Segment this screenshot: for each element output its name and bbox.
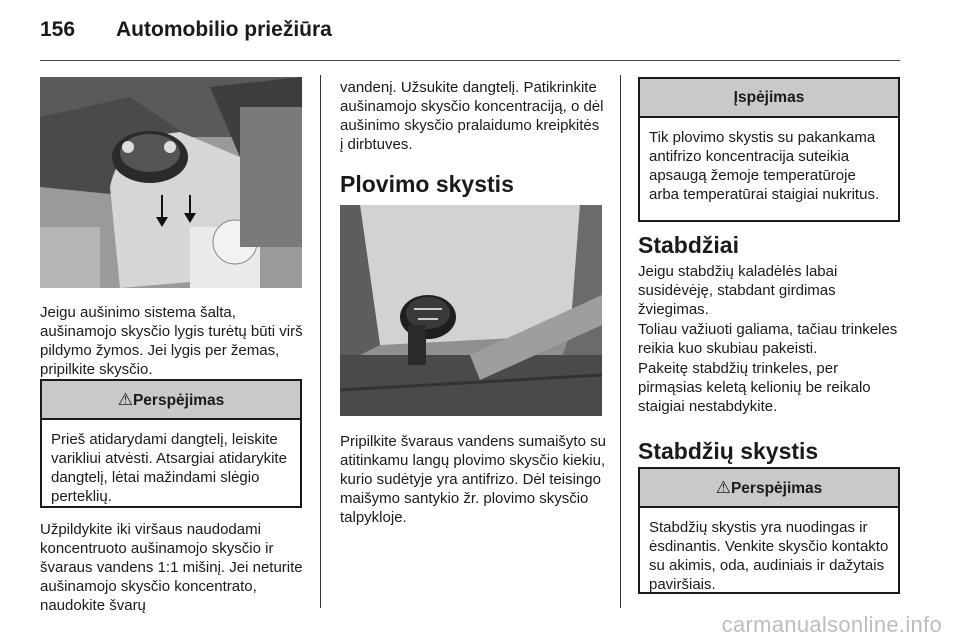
warning-triangle-icon: ⚠ — [715, 478, 731, 497]
warning-triangle-icon: ⚠ — [117, 390, 133, 409]
page-title: Automobilio priežiūra — [116, 18, 332, 41]
brakes-paragraph-3: Pakeitę stabdžių trinkeles, per pirmąsias keletą kelionių be reikalo staigiai nestabdykite. — [638, 360, 871, 415]
brakes-heading: Stabdžiai — [638, 232, 739, 258]
brakes-paragraph-2: Toliau važiuoti galiama, tačiau trinkeles reikia kuo skubiau pakeisti. — [638, 321, 898, 357]
washer-notice-box — [638, 77, 900, 222]
column-divider — [620, 75, 621, 608]
brakes-paragraph-1: Jeigu stabdžių kaladėlės labai susidėvėję, stabdant girdimas žviegimas. — [638, 263, 838, 318]
coolant-warning-box — [40, 379, 302, 508]
header-rule — [40, 60, 900, 61]
notice-text: Tik plovimo skystis su pakankama antifrizo koncentracija suteikia apsaugą žemoje temperatūroje arba temperatūrai staigiai nukritus. — [649, 129, 880, 203]
coolant-level-paragraph: Jeigu aušinimo sistema šalta, aušinamojo skysčio lygis turėtų būti virš pildymo žymos. Jei lygis per žemas, pripilkite skysčio. — [40, 304, 303, 378]
brake-fluid-warning-box — [638, 467, 900, 594]
watermark: carmanualsonline.info — [721, 612, 942, 637]
page-number: 156 — [40, 18, 76, 41]
washer-fluid-heading: Plovimo skystis — [340, 171, 514, 197]
warning-title: Perspėjimas — [132, 392, 225, 409]
brake-fluid-heading: Stabdžių skystis — [638, 438, 819, 464]
column-divider — [320, 75, 321, 608]
warning-title: Perspėjimas — [730, 480, 823, 497]
washer-fluid-paragraph: Pripilkite švaraus vandens sumaišyto su atitinkamu langų plovimo skysčio kiekiu, kurio sudėtyje yra antifrizo. Dėl teisingo maišymo santykio žr. plovimo skysčio talpykloje. — [340, 433, 606, 526]
warning-header — [42, 381, 300, 420]
page-header — [40, 18, 332, 42]
warning-header — [640, 469, 898, 508]
warning-text: Prieš atidarydami dangtelį, leiskite varikliui atvėsti. Atsargiai atidarykite dangtelį, lėtai mažindami slėgio perteklių. — [51, 431, 287, 505]
warning-text: Stabdžių skystis yra nuodingas ir ėsdinantis. Venkite skysčio kontakto su akimis, oda, audiniais ir dažytais paviršiais. — [649, 519, 889, 593]
coolant-check-paragraph: vandenį. Užsukite dangtelį. Patikrinkite aušinamojo skysčio koncentraciją, o dėl aušinimo skysčio pralaidumo kreipkitės į dirbtuves. — [340, 79, 604, 153]
coolant-fill-paragraph: Užpildykite iki viršaus naudodami koncentruoto aušinamojo skysčio ir švaraus vandens 1:1 mišinį. Jei neturite aušinamojo skysčio koncentrato, naudokite švarų — [40, 521, 303, 614]
coolant-reservoir-photo — [40, 77, 302, 288]
notice-header: Įspėjimas — [640, 79, 898, 118]
washer-fluid-reservoir-photo — [340, 205, 602, 416]
